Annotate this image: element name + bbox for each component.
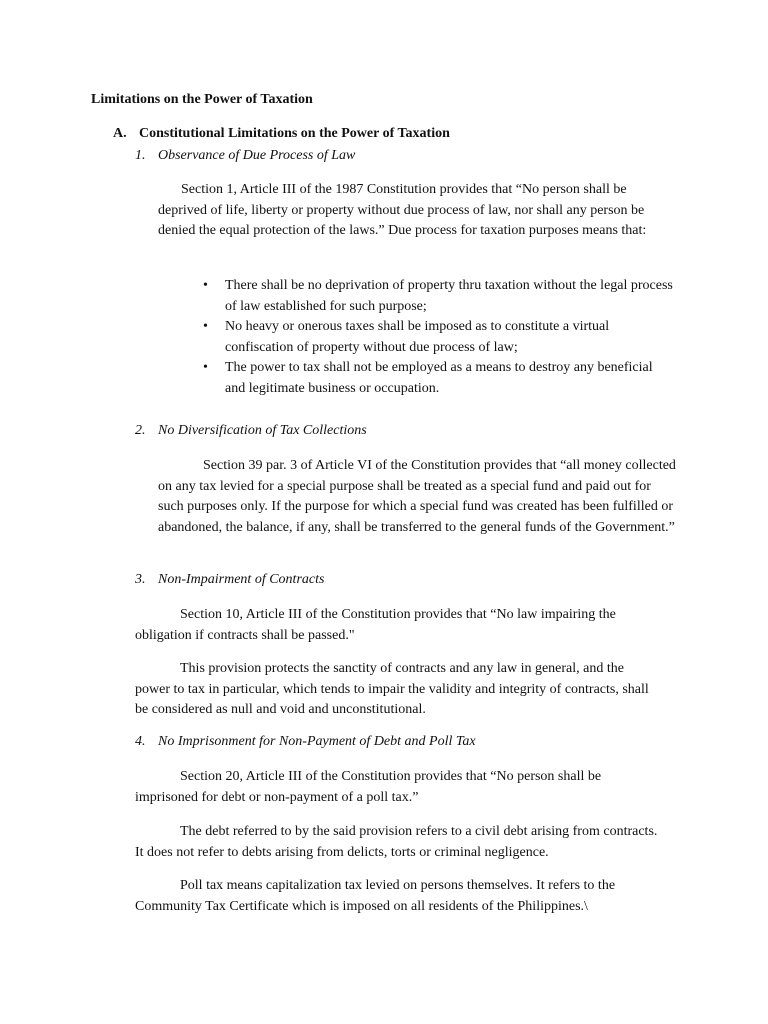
bullet-dot-icon: • <box>203 319 208 334</box>
bullet-dot-icon: • <box>203 278 208 293</box>
subsection-1-title: Observance of Due Process of Law <box>158 148 356 163</box>
subsection-4-paragraph-1: Section 20, Article III of the Constitution provides that “No person shall be imprisoned for debt or non-payment of a poll tax.” <box>135 769 602 805</box>
due-process-bullet-list <box>203 276 673 399</box>
bullet-text: The power to tax shall not be employed as a means to destroy any beneficial and legitimate business or occupation. <box>225 360 653 396</box>
subsection-3-paragraph-1: Section 10, Article III of the Constitution provides that “No law impairing the obligation if contracts shall be passed." <box>135 607 616 643</box>
subsection-1-heading <box>135 148 355 164</box>
subsection-3-number: 3. <box>135 572 146 587</box>
subsection-3-paragraph-2: This provision protects the sanctity of contracts and any law in general, and the power to tax in particular, which tends to impair the validity and integrity of contracts, shall be considered as null and void and unconstitutional. <box>135 661 649 717</box>
subsection-4-number: 4. <box>135 734 146 749</box>
subsection-2-heading <box>135 423 367 439</box>
subsection-2-number: 2. <box>135 423 146 438</box>
subsection-1-number: 1. <box>135 148 146 163</box>
bullet-item <box>203 276 673 317</box>
subsection-3-heading <box>135 572 324 588</box>
subsection-4-heading <box>135 734 476 750</box>
section-a-heading <box>113 126 450 142</box>
subsection-4-paragraph-3: Poll tax means capitalization tax levied on persons themselves. It refers to the Community Tax Certificate which is imposed on all residents of the Philippines.\ <box>135 878 616 914</box>
bullet-item <box>203 358 673 399</box>
bullet-text: No heavy or onerous taxes shall be imposed as to constitute a virtual confiscation of property without due process of law; <box>225 319 610 355</box>
subsection-4-title: No Imprisonment for Non-Payment of Debt and Poll Tax <box>158 734 476 749</box>
section-a-letter: A. <box>113 126 127 141</box>
bullet-dot-icon: • <box>203 360 208 375</box>
document-title: Limitations on the Power of Taxation <box>91 92 313 107</box>
subsection-1-paragraph: Section 1, Article III of the 1987 Constitution provides that “No person shall be deprived of life, liberty or property without due process of law, nor shall any person be denied the equal protection of the laws.” Due process for taxation purposes means that: <box>158 182 647 238</box>
bullet-text: There shall be no deprivation of property thru taxation without the legal process of law established for such purpose; <box>225 278 673 314</box>
section-a-title: Constitutional Limitations on the Power of Taxation <box>139 126 450 141</box>
subsection-4-paragraph-2: The debt referred to by the said provision refers to a civil debt arising from contracts. It does not refer to debts arising from delicts, torts or criminal negligence. <box>135 824 658 860</box>
subsection-2-paragraph: Section 39 par. 3 of Article VI of the Constitution provides that “all money collected on any tax levied for a special purpose shall be treated as a special fund and paid out for such purposes only. If the purpose for which a special fund was created has been fulfilled or abandoned, the balance, if any, shall be transferred to the general funds of the Government.” <box>158 458 676 535</box>
subsection-2-title: No Diversification of Tax Collections <box>158 423 367 438</box>
subsection-3-title: Non-Impairment of Contracts <box>158 572 325 587</box>
bullet-item <box>203 317 673 358</box>
